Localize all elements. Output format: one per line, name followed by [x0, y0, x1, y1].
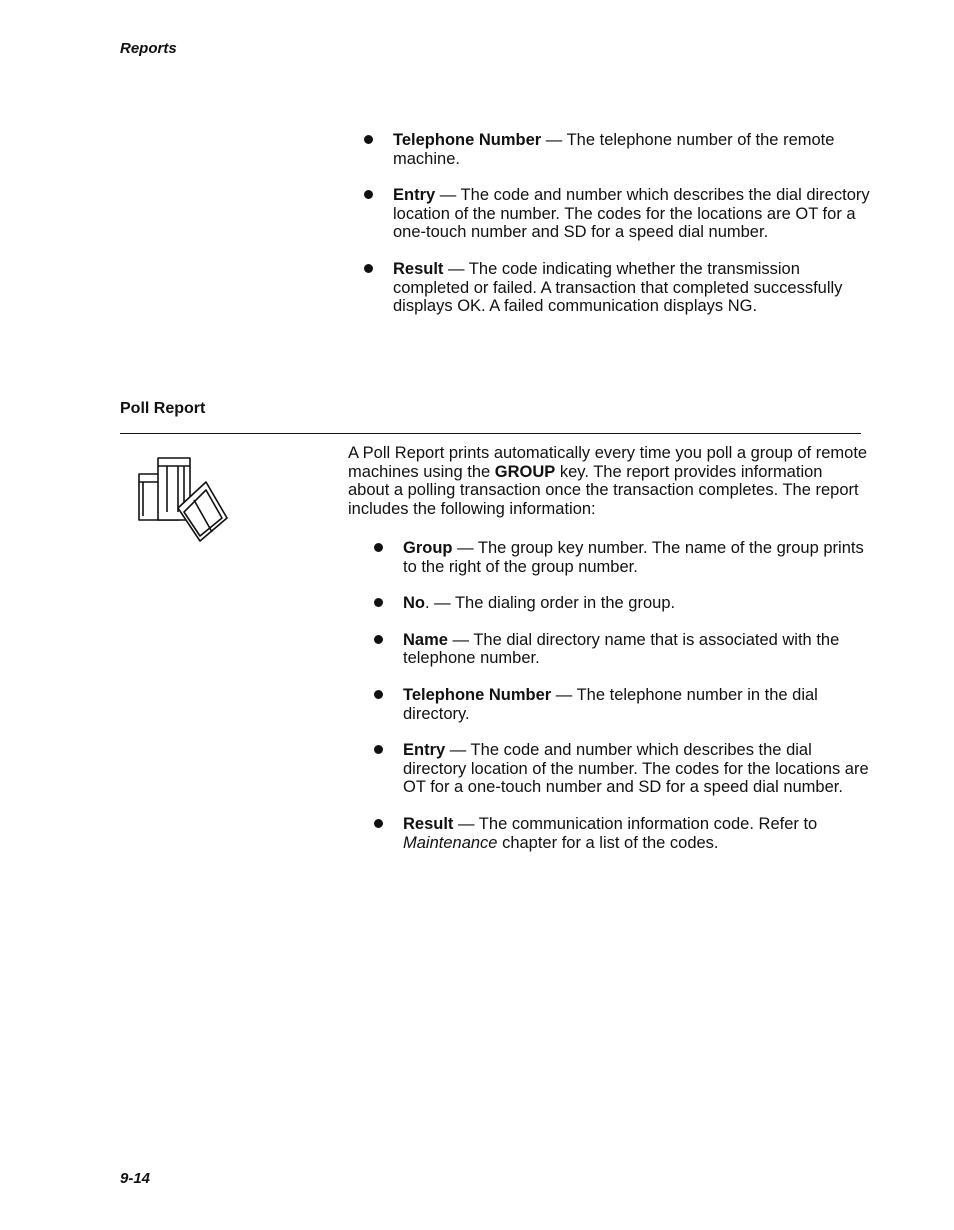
item-term: Result: [403, 814, 454, 833]
section-title: Poll Report: [120, 400, 206, 417]
bullet-icon: [374, 635, 383, 644]
list-item: [393, 186, 878, 242]
item-description: — The group key number. The name of the group prints to the right of the group number.: [403, 539, 864, 576]
item-description: — The telephone number of the remote machine.: [393, 131, 835, 168]
item-description: — The communication information code. Refer to: [453, 814, 818, 833]
item-description: — The dial directory name that is associated with the telephone number.: [403, 630, 840, 668]
bullet-icon: [364, 135, 373, 144]
poll-report-field-list: [403, 539, 873, 870]
list-item: [403, 539, 873, 576]
item-term: Telephone Number: [393, 131, 542, 149]
list-item: [393, 131, 878, 168]
item-description: . — The dialing order in the group.: [425, 594, 676, 613]
item-term: Group: [403, 539, 453, 557]
group-key-label: GROUP: [494, 462, 556, 481]
item-description: — The code indicating whether the transmission completed or failed. A transaction that completed successfully displays OK. A failed communication displays NG.: [393, 259, 843, 316]
item-description-tail: chapter for a list of the codes.: [497, 833, 719, 852]
running-header: Reports: [120, 40, 177, 57]
intro-text-tail: key. The report provides information about a polling transaction once the transaction completes. The report includes the following information:: [348, 462, 859, 518]
intro-text: A Poll Report prints automatically every time you poll a group of remote machines using the: [348, 444, 868, 481]
bullet-icon: [374, 745, 383, 754]
list-item: [403, 631, 873, 668]
item-term: Name: [403, 630, 448, 649]
item-description: — The telephone number in the dial directory.: [403, 685, 818, 723]
intro-paragraph: [348, 444, 868, 518]
item-term: Telephone Number: [403, 685, 552, 704]
bullet-icon: [374, 819, 383, 828]
list-item: [393, 260, 878, 316]
report-pages-icon: [134, 452, 230, 544]
item-term: Entry: [403, 741, 446, 760]
list-item: [403, 815, 873, 852]
bullet-icon: [364, 264, 373, 273]
item-term: No: [403, 594, 425, 613]
item-description: — The code and number which describes the dial directory location of the number. The codes for the locations are OT for a one-touch number and SD for a speed dial number.: [393, 186, 870, 242]
bullet-icon: [374, 543, 383, 552]
chapter-reference: Maintenance: [403, 833, 498, 852]
field-list-continued: [393, 131, 878, 334]
item-term: Entry: [393, 186, 436, 205]
item-description: — The code and number which describes the dial directory location of the number. The codes for the locations are OT for a one-touch number and SD for a speed dial number.: [403, 741, 869, 797]
list-item: [403, 686, 873, 723]
list-item: [403, 594, 873, 613]
section-divider: [120, 433, 861, 434]
bullet-icon: [374, 598, 383, 607]
bullet-icon: [364, 190, 373, 199]
item-term: Result: [393, 259, 444, 278]
page-number: 9-14: [120, 1170, 151, 1187]
bullet-icon: [374, 690, 383, 699]
list-item: [403, 741, 873, 797]
